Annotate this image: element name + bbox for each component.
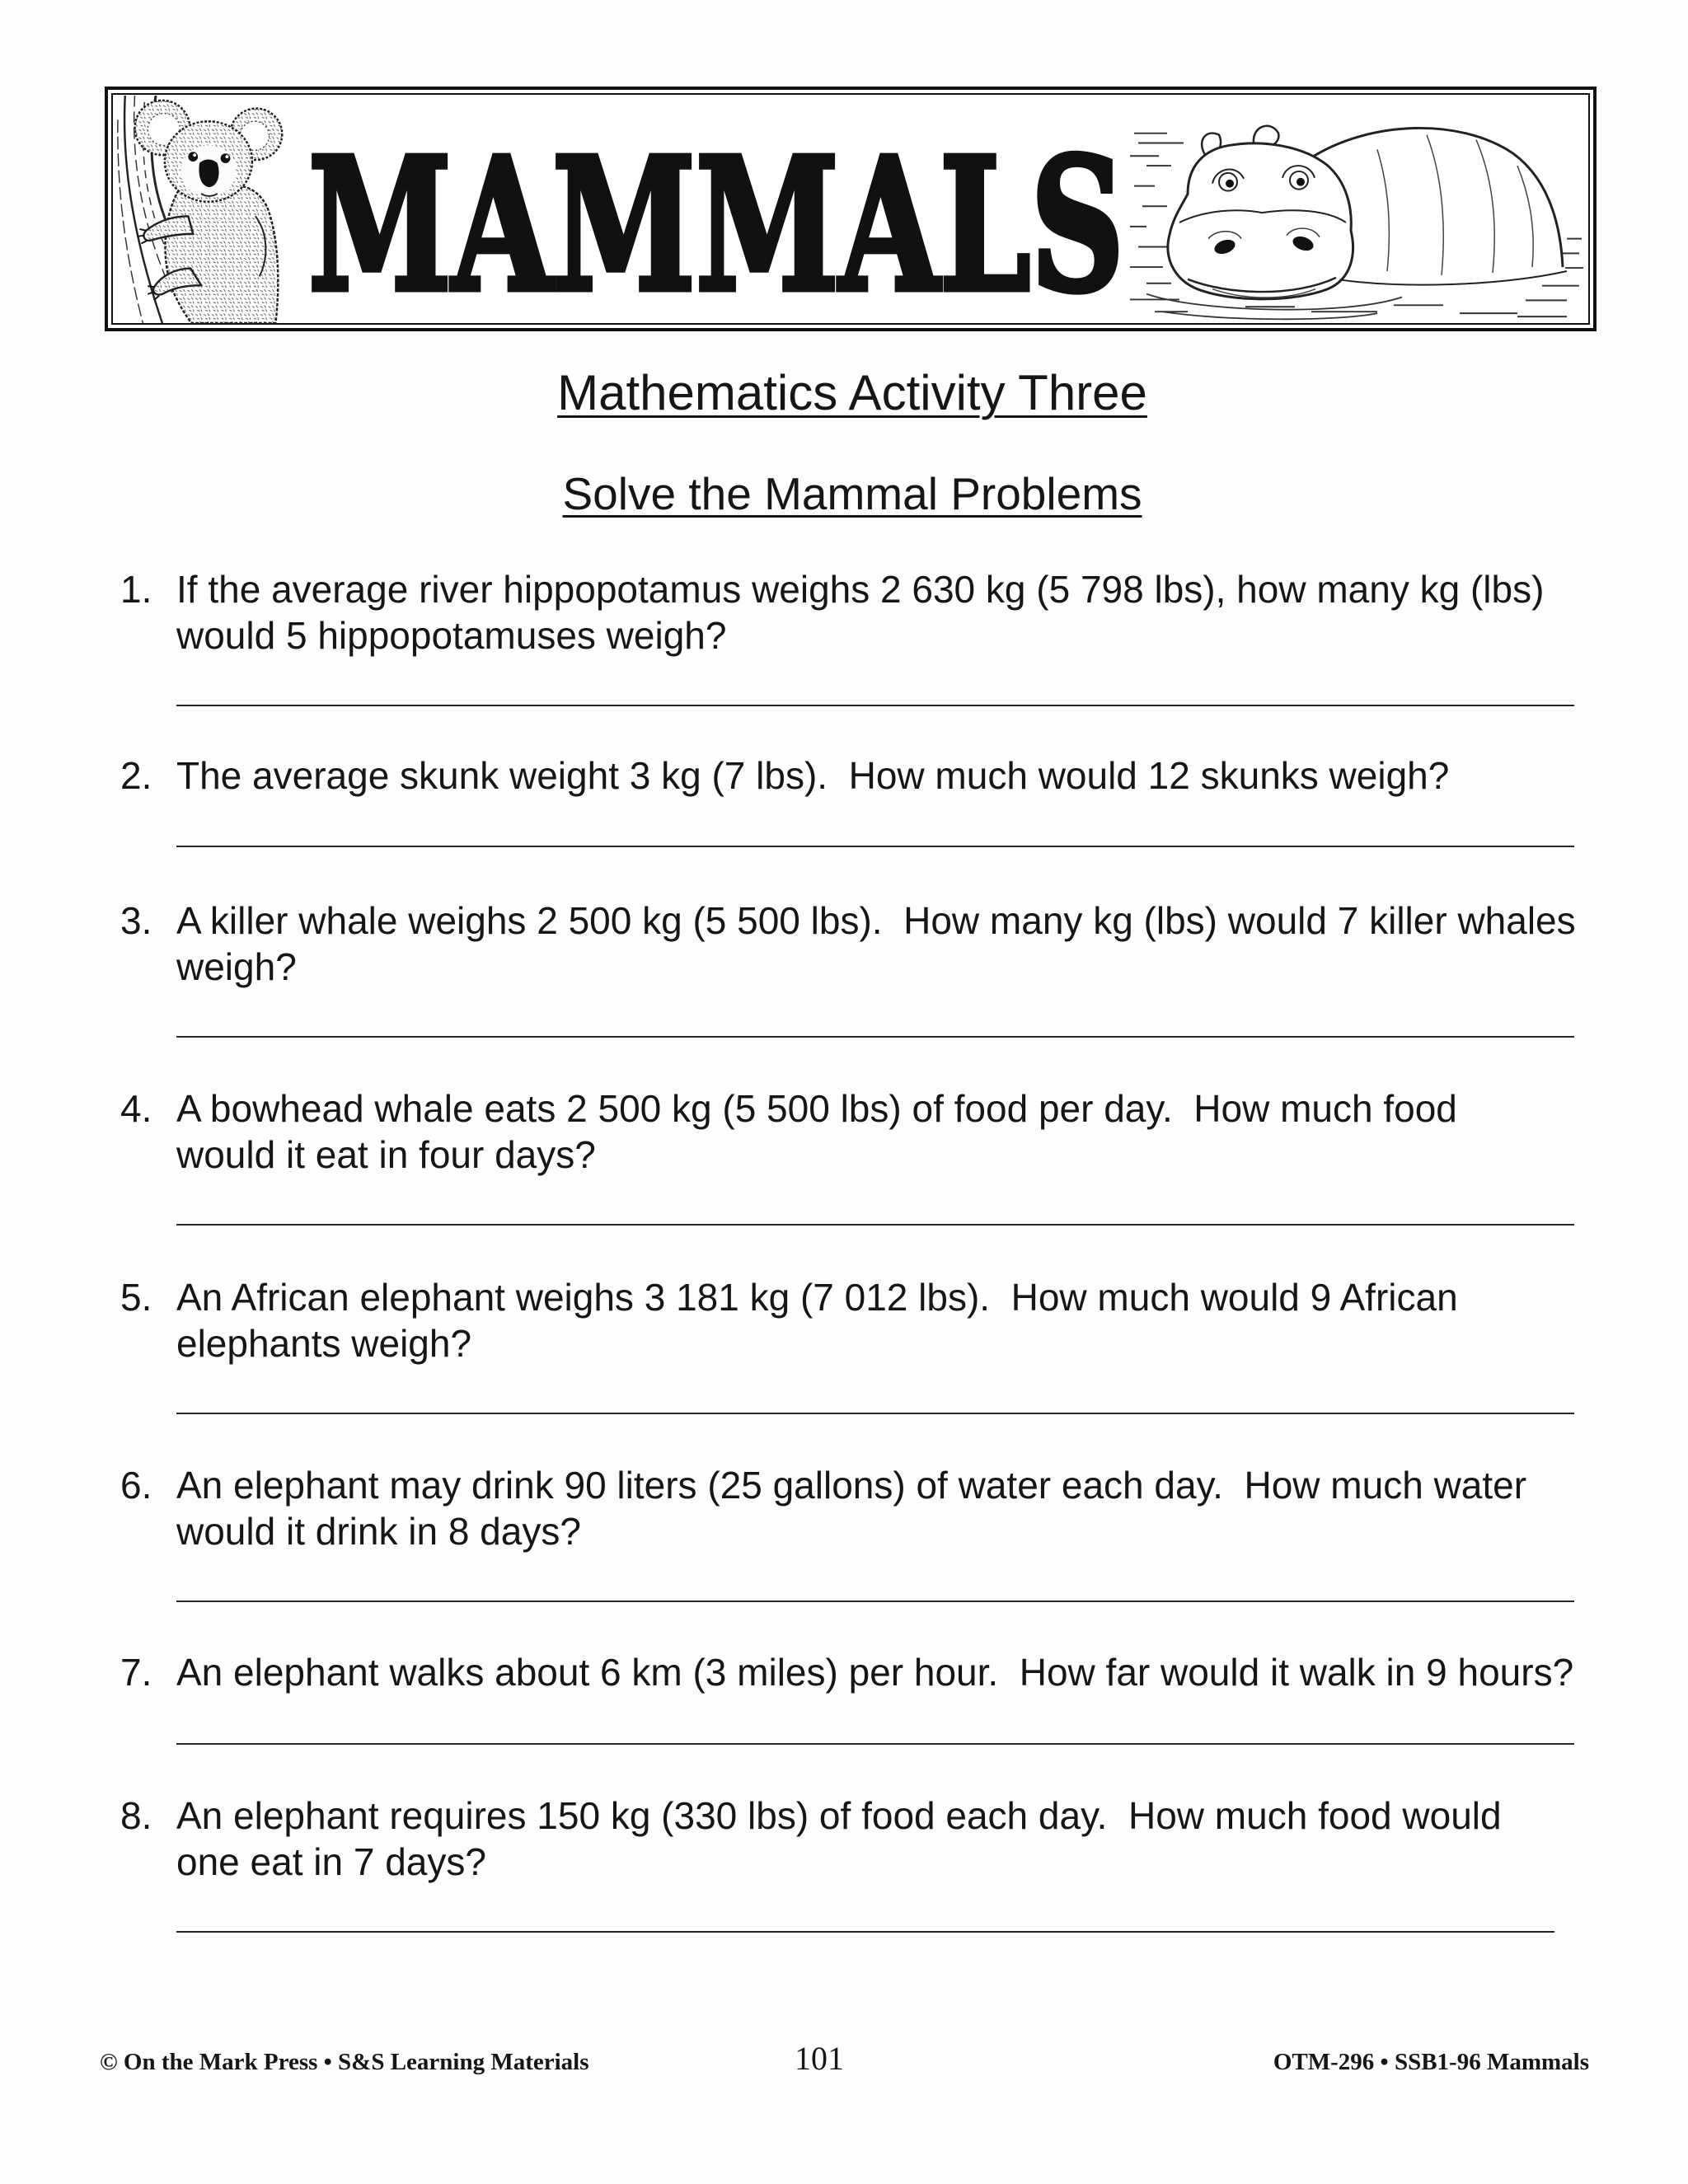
answer-line — [176, 1224, 1574, 1226]
question-text-line: would 5 hippopotamuses weigh? — [176, 614, 727, 657]
question-text-line: elephants weigh? — [176, 1322, 472, 1365]
question-2 — [0, 752, 1688, 799]
activity-subtitle: Solve the Mammal Problems — [562, 468, 1142, 519]
answer-line — [176, 1601, 1574, 1602]
question-text-line: An African elephant weighs 3 181 kg (7 012 lbs). How much would 9 African — [176, 1276, 1458, 1319]
question-number: 5. — [120, 1276, 152, 1319]
question-1 — [0, 566, 1688, 658]
question-4 — [0, 1085, 1688, 1178]
question-number: 4. — [120, 1087, 152, 1130]
answer-line — [176, 705, 1574, 706]
page-number: 101 — [795, 2040, 844, 2077]
answer-line — [176, 1413, 1574, 1414]
question-text-line: The average skunk weight 3 kg (7 lbs). How much would 12 skunks weigh? — [176, 754, 1450, 797]
hippo-illustration — [1130, 117, 1586, 321]
question-text-line: A bowhead whale eats 2 500 kg (5 500 lbs) of food per day. How much food — [176, 1087, 1457, 1130]
question-text-line: An elephant requires 150 kg (330 lbs) of food each day. How much food would — [176, 1794, 1502, 1837]
question-7 — [0, 1649, 1688, 1695]
answer-line — [176, 846, 1574, 847]
question-number: 8. — [120, 1794, 152, 1837]
answer-line — [176, 1036, 1574, 1038]
footer-product-code: OTM-296 • SSB1-96 Mammals — [1273, 2049, 1589, 2075]
answer-line — [176, 1743, 1574, 1745]
koala-illustration — [114, 96, 293, 323]
question-text-line: If the average river hippopotamus weighs 2 630 kg (5 798 lbs), how many kg (lbs) — [176, 568, 1545, 611]
question-number: 7. — [120, 1651, 152, 1694]
question-6 — [0, 1462, 1688, 1554]
banner-title — [307, 119, 1131, 333]
title-banner — [105, 87, 1597, 331]
question-text-line: weigh? — [176, 945, 297, 988]
banner-title-text: MAMMALS — [308, 119, 1124, 333]
question-text-line: would it eat in four days? — [176, 1133, 596, 1176]
question-text-line: would it drink in 8 days? — [176, 1510, 581, 1553]
question-3 — [0, 898, 1688, 990]
activity-title: Mathematics Activity Three — [557, 365, 1147, 420]
answer-line — [176, 1931, 1554, 1933]
question-number: 6. — [120, 1464, 152, 1507]
question-number: 2. — [120, 754, 152, 797]
question-8 — [0, 1793, 1688, 1885]
question-text-line: An elephant walks about 6 km (3 miles) per hour. How far would it walk in 9 hours? — [176, 1651, 1574, 1694]
question-number: 1. — [120, 568, 152, 611]
footer-publisher: © On the Mark Press • S&S Learning Materials — [100, 2049, 589, 2075]
question-number: 3. — [120, 899, 152, 942]
question-text-line: An elephant may drink 90 liters (25 gallons) of water each day. How much water — [176, 1464, 1527, 1507]
question-text-line: A killer whale weighs 2 500 kg (5 500 lbs). How many kg (lbs) would 7 killer whales — [176, 899, 1576, 942]
question-text-line: one eat in 7 days? — [176, 1840, 486, 1883]
question-5 — [0, 1274, 1688, 1366]
